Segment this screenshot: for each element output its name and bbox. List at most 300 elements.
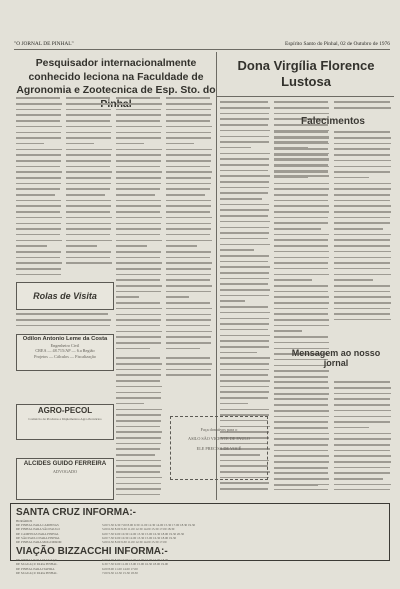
schedule-route: DE PINHAL PARA M.GUAÇU [16,558,58,563]
text-line [16,274,62,276]
text-line [274,472,330,476]
text-line [116,274,162,278]
text-line [334,285,392,289]
text-line [66,171,112,175]
text-line [116,171,162,175]
schedule-times: 6.00 7.30 9.00 10.30 12.00 13.30 15.00 16.30 18.00 19.30 20.30 [102,531,185,536]
text-line [166,120,212,124]
text-line [16,160,62,164]
text-line [334,427,392,431]
text-line [166,194,212,198]
text-line [166,200,212,204]
article-text-column [16,312,112,328]
text-line [116,228,162,232]
text-line [334,177,392,181]
text-line [274,478,330,482]
text-line [66,262,112,266]
text-line [166,308,212,312]
text-line [220,141,270,145]
text-line [220,323,270,327]
text-line [166,262,212,266]
text-line [116,166,162,170]
text-line [166,274,212,278]
text-line [220,488,270,490]
text-line [116,426,162,430]
text-line [66,132,112,136]
text-line [116,296,162,300]
text-line [334,381,392,385]
text-line [16,109,62,113]
text-line [116,211,162,215]
text-line [116,471,162,475]
text-line [116,477,162,481]
schedule-route: DE PINHAL PARA MOGI MIRIM [16,540,62,545]
text-line [220,335,270,339]
text-line [66,217,112,221]
text-line [274,291,330,295]
text-line [166,357,212,361]
dateline: Espírito Santo do Pinhal, 02 de Outubro de 1976 [285,41,390,47]
text-line [16,194,62,198]
text-line [166,319,212,323]
text-line [274,279,330,283]
text-line [274,257,330,261]
text-line [166,103,212,107]
text-line [220,482,270,486]
text-line [116,234,162,238]
text-line [220,272,270,276]
text-line [166,342,212,346]
text-line [116,268,162,272]
text-line [16,97,62,101]
schedule-route: DE M.GUAÇU PARA PINHAL [16,570,58,575]
text-line [274,177,330,181]
text-line [166,143,212,147]
text-line [116,336,162,340]
article-text-column [16,96,62,276]
text-line [16,103,62,107]
text-line [334,183,392,187]
text-line [16,313,112,317]
text-line [16,154,62,158]
deaths-text-column [334,130,392,320]
text-line [220,153,270,157]
text-line [274,427,330,431]
text-line [16,132,62,136]
text-line [274,200,330,204]
text-line [166,251,212,255]
text-line [16,171,62,175]
text-line [116,414,162,418]
text-line [166,331,212,335]
text-line [334,274,392,278]
text-line [16,223,62,227]
text-line [116,160,162,164]
text-line [116,488,162,492]
text-line [16,319,112,323]
text-line [166,166,212,170]
text-line [334,154,392,158]
text-line [220,192,270,196]
text-line [274,268,330,272]
schedule-times: 6.00 7.30 9.00 10.30 12.00 13.30 15.00 16.30 18.00 19.30 [102,535,177,540]
text-line [334,302,392,306]
ad-agropecol-title: AGRO-PECOL [37,406,93,415]
text-line [220,204,270,208]
text-line [274,131,330,135]
bizzacchi-title: VIAÇÃO BIZZACCHI INFORMA:- [16,546,168,558]
text-line [66,200,112,204]
text-line [166,336,212,340]
text-line [220,101,270,105]
text-line [334,148,392,152]
text-line [220,300,270,304]
text-line [16,228,62,232]
text-line [220,221,270,225]
text-line [220,107,270,111]
text-line [274,416,330,420]
text-line [166,132,212,136]
text-line [220,158,270,162]
text-line [334,296,392,300]
text-line [16,200,62,204]
text-line [220,403,270,407]
text-line [166,160,212,164]
article-text-column [166,356,212,380]
schedule-times: 7.00 9.30 12.30 15.30 18.30 [102,570,138,575]
text-line [116,319,162,323]
text-line [66,257,112,261]
text-line [116,420,162,424]
text-line [66,137,112,141]
schedule-route: DE M.GUAÇU PARA PINHAL [16,562,58,567]
article-text-column [166,96,212,352]
text-line [274,183,330,187]
text-line [274,433,330,437]
text-line [116,392,162,396]
text-line [274,194,330,198]
bus-schedules-box [10,503,390,575]
text-line [274,148,330,152]
schedule-row [16,540,384,544]
page-header [14,39,390,50]
text-line [220,175,270,179]
text-line [274,438,330,442]
text-line [166,223,212,227]
text-line [66,205,112,209]
text-line [220,124,270,128]
text-line [220,118,270,122]
text-line [334,455,392,459]
text-line [334,194,392,198]
text-line [166,183,212,187]
text-line [116,143,162,147]
text-line [66,166,112,170]
text-line [16,262,62,266]
text-line [116,217,162,221]
text-line [116,437,162,441]
text-line [220,409,270,413]
text-line [220,289,270,293]
text-line [16,268,62,272]
text-line [274,262,330,266]
ad-odilon-subtitle: Engenheiro Civil [50,343,80,348]
text-line [166,296,212,300]
text-line [334,268,392,272]
text-line [274,342,330,346]
text-line [116,137,162,141]
text-line [166,369,212,373]
text-line [116,465,162,469]
text-line [334,257,392,261]
text-line [116,483,162,487]
text-line [16,240,62,244]
text-line [66,97,112,101]
text-line [334,217,392,221]
text-line [116,149,162,153]
text-line [220,249,270,253]
text-line [334,101,392,105]
text-line [274,217,330,221]
text-line [16,251,62,255]
text-line [334,211,392,215]
text-line [116,302,162,306]
text-line [334,205,392,209]
text-line [66,126,112,130]
text-line [274,421,330,425]
text-line [116,257,162,261]
text-line [334,484,392,488]
text-line [16,211,62,215]
text-line [66,177,112,181]
text-line [66,183,112,187]
text-line [116,448,162,452]
text-line [334,291,392,295]
text-line [166,285,212,289]
text-line [220,164,270,168]
text-line [116,331,162,335]
text-line [334,251,392,255]
text-line [274,251,330,255]
text-line [166,279,212,283]
text-line [334,478,392,482]
text-line [334,404,392,408]
article-text-column [116,96,162,352]
text-line [220,147,270,151]
schedule-times: 6.30 7.30 9.00 11.00 13.00 15.00 16.30 18.00 19.00 [102,562,169,567]
text-line [274,211,330,215]
text-line [116,188,162,192]
section-divider [216,96,394,97]
text-line [166,114,212,118]
text-line [220,386,270,390]
text-line [116,454,162,458]
text-line [334,416,392,420]
text-line [274,234,330,238]
text-line [274,455,330,459]
text-line [16,205,62,209]
text-line [116,120,162,124]
text-line [166,97,212,101]
text-line [334,461,392,465]
message-text-column [274,380,330,490]
text-line [334,393,392,397]
text-line [274,205,330,209]
text-line [274,330,330,334]
text-line [334,188,392,192]
text-line [274,393,330,397]
text-line [334,398,392,402]
text-line [116,126,162,130]
schedule-times: 5.00 6.30 8.00 9.30 11.00 12.30 14.00 15.30 17.00 18.30 [102,527,175,532]
text-line [66,120,112,124]
text-line [166,171,212,175]
text-line [334,200,392,204]
text-line [116,403,162,407]
text-line [16,217,62,221]
text-line [16,114,62,118]
text-line [116,177,162,181]
text-line [16,325,112,328]
text-line [274,313,330,317]
text-line [274,166,330,170]
text-line [116,386,162,390]
text-line [116,363,162,367]
text-line [66,160,112,164]
text-line [166,154,212,158]
text-line [334,239,392,243]
text-line [66,114,112,118]
text-line [220,255,270,259]
text-line [166,177,212,181]
text-line [274,370,330,374]
text-line [334,444,392,448]
text-line [166,126,212,130]
text-line [16,234,62,238]
text-line [274,296,330,300]
text-line [220,352,270,356]
ad-asilo-line2: ASILO SÃO VICENTE DE PAULO [188,436,250,442]
text-line [334,421,392,425]
text-line [274,171,330,175]
text-line [166,240,212,244]
schedule-route: DE SÃO PAULO PARA PINHAL [16,535,60,540]
text-line [220,318,270,322]
text-line [166,314,212,318]
text-line [166,325,212,329]
text-line [220,227,270,231]
text-line [16,257,62,261]
text-line [116,240,162,244]
text-line [116,357,162,361]
main-headline: Pesquisador internacionalmente conhecido leciona na Faculdade de Agronomia e Zootecnica de Esp. Sto. do [16,58,216,96]
text-line [220,198,270,202]
schedule-times: 6.00 8.00 11.00 14.00 17.00 [102,566,138,571]
text-line [16,143,62,147]
text-line [274,444,330,448]
text-line [166,348,212,352]
text-line [166,234,212,238]
text-line [166,109,212,113]
text-line [116,314,162,318]
text-line [116,348,162,352]
text-line [16,245,62,249]
schedule-times: 6.00 7.00 8.00 10.00 12.00 14.00 16.00 17.00 18.00 [102,558,169,563]
schedule-route: DE PINHAL PARA CAMPINAS [16,523,59,528]
text-line [220,238,270,242]
text-line [116,279,162,283]
text-line [220,312,270,316]
text-line [334,143,392,147]
text-line [334,319,392,320]
text-line [116,443,162,447]
text-line [16,188,62,192]
text-line [274,484,330,488]
schedule-route: DE PINHAL PARA ITAPIRA [16,566,55,571]
text-line [334,234,392,238]
text-line [274,325,330,329]
text-line [116,262,162,266]
text-line [334,160,392,164]
text-line [16,183,62,187]
text-line [66,234,112,238]
schedule-route: DE CAMPINAS PARA PINHAL [16,531,59,536]
text-line [274,160,330,164]
text-line [66,194,112,198]
text-line [274,228,330,232]
ad-odilon-line: Projetos — Cálculos — Fiscalização [34,353,96,359]
text-line [274,398,330,402]
article-text-column [116,356,162,496]
ad-odilon [16,334,114,371]
text-line [220,340,270,344]
ad-agropecol-subtitle: Comércio de Produtos e Implementos Agro-Pecuários [28,417,102,421]
text-line [274,467,330,471]
text-line [166,217,212,221]
text-line [334,107,392,110]
text-line [116,285,162,289]
text-line [274,381,330,385]
text-line [116,194,162,198]
text-line [220,374,270,378]
text-line [334,228,392,232]
text-line [334,313,392,317]
text-line [116,109,162,113]
schedule-times: 5.00 5.30 6.30 7.00 8.00 9.30 11.00 12.30 14.00 15.30 17.00 18.30 19.30 [102,523,196,528]
text-line [274,489,330,490]
deaths-heading: Falecimentos [301,116,365,127]
text-line [66,154,112,158]
text-line [334,489,392,490]
text-line [166,363,212,367]
text-line [220,113,270,117]
obituary-text-column [334,100,392,110]
text-line [16,137,62,141]
santa-cruz-rows [16,523,384,544]
text-line [334,467,392,471]
text-line [334,308,392,312]
text-line [220,181,270,185]
text-line [116,380,162,384]
text-line [166,188,212,192]
text-line [116,245,162,249]
text-line [116,460,162,464]
text-line [220,187,270,191]
text-line [116,369,162,373]
text-line [220,283,270,287]
text-line [116,397,162,401]
text-line [220,232,270,236]
